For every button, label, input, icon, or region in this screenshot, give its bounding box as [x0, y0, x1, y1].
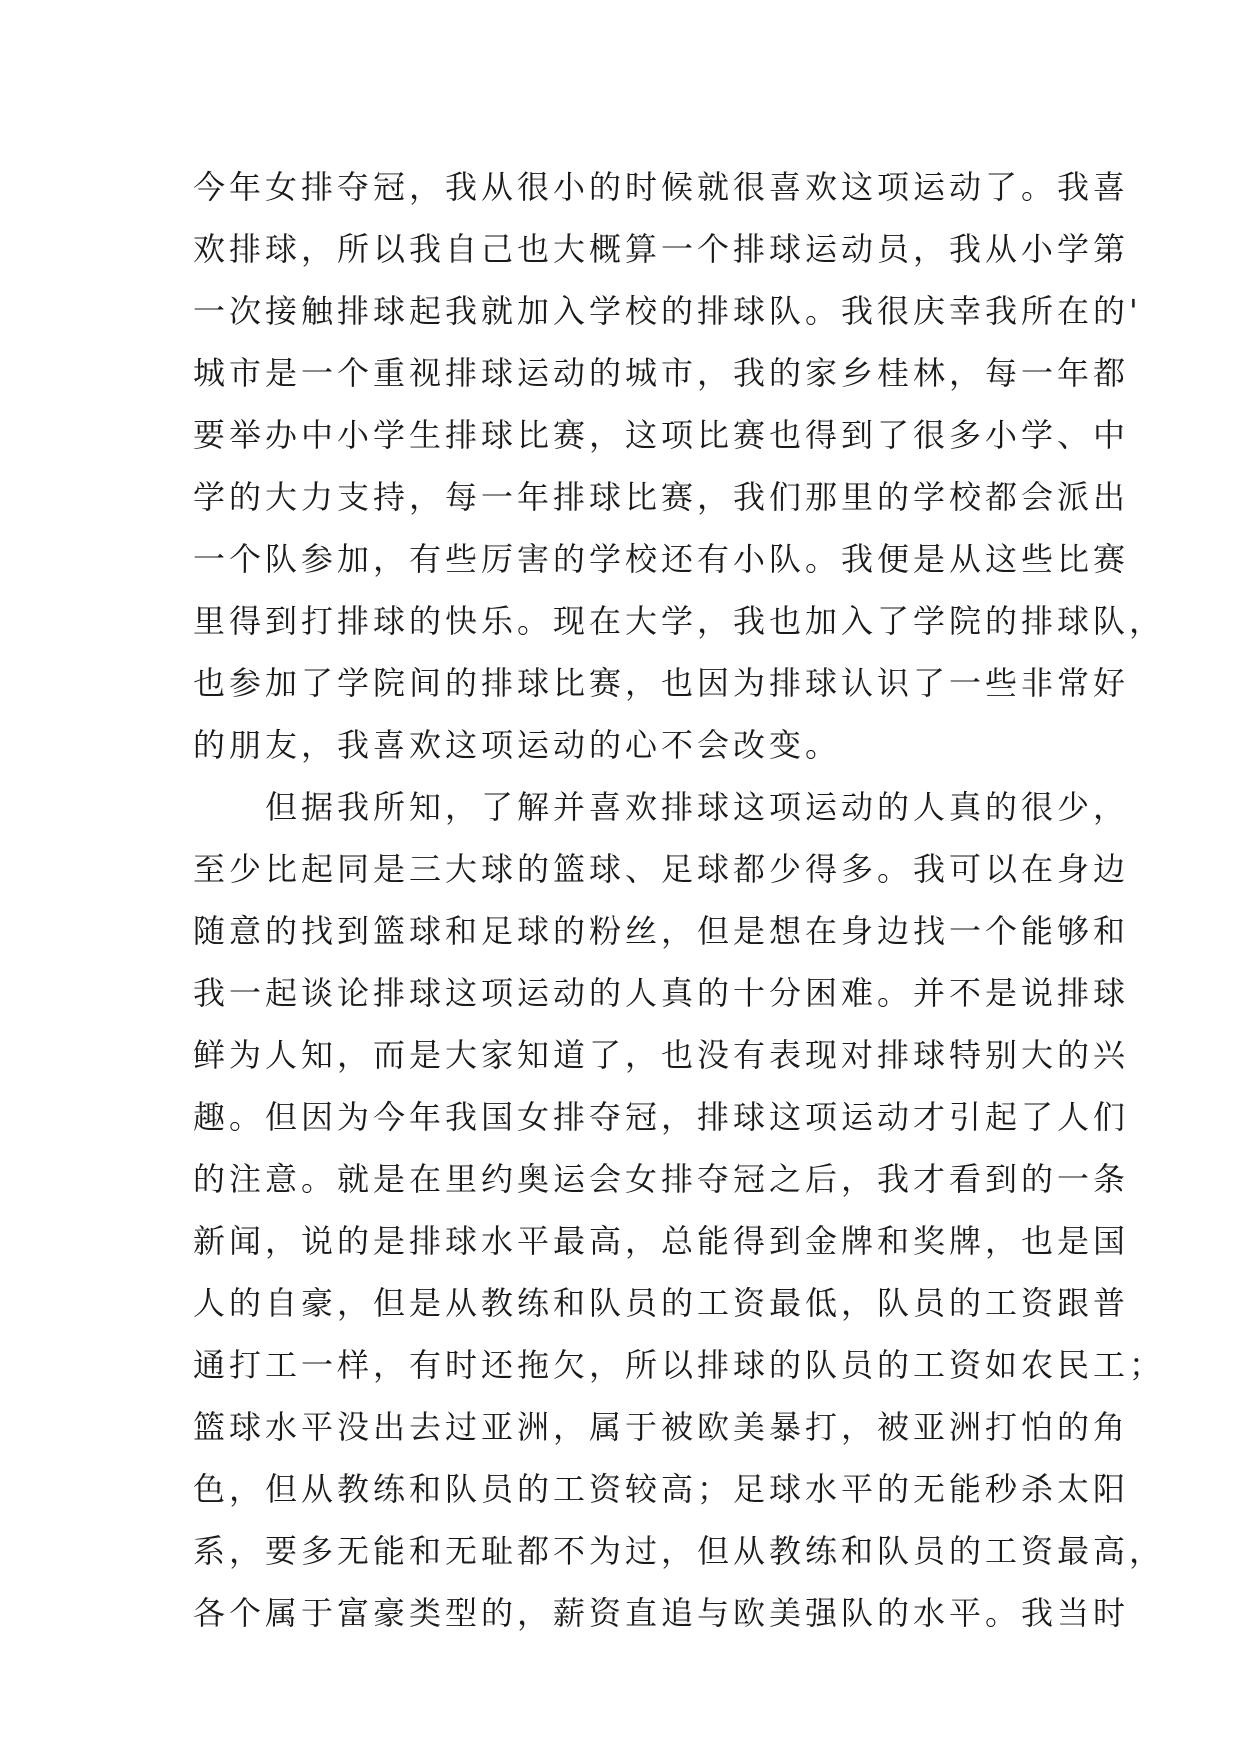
text-line: 各个属于富豪类型的，薪资直追与欧美强队的水平。我当时	[193, 1594, 1130, 1632]
text-line: 至少比起同是三大球的篮球、足球都少得多。我可以在身边	[193, 850, 1130, 888]
text-line: 我一起谈论排球这项运动的人真的十分困难。并不是说排球	[193, 974, 1130, 1012]
text-line: 欢排球，所以我自己也大概算一个排球运动员，我从小学第	[193, 230, 1130, 268]
text-line: 一个队参加，有些厉害的学校还有小队。我便是从这些比赛	[193, 540, 1130, 578]
text-line: 人的自豪，但是从教练和队员的工资最低，队员的工资跟普	[193, 1284, 1130, 1322]
text-line: 篮球水平没出去过亚洲，属于被欧美暴打，被亚洲打怕的角	[193, 1408, 1130, 1446]
text-line: 随意的找到篮球和足球的粉丝，但是想在身边找一个能够和	[193, 912, 1130, 950]
text-line: 一次接触排球起我就加入学校的排球队。我很庆幸我所在的'	[193, 292, 1142, 330]
text-line: 色，但从教练和队员的工资较高；足球水平的无能秒杀太阳	[193, 1470, 1130, 1508]
text-line: 趣。但因为今年我国女排夺冠，排球这项运动才引起了人们	[193, 1098, 1130, 1136]
text-line: 里得到打排球的快乐。现在大学，我也加入了学院的排球队，	[193, 602, 1166, 640]
document-body	[193, 156, 1166, 1644]
text-line: 的朋友，我喜欢这项运动的心不会改变。	[193, 726, 842, 764]
text-line: 但据我所知，了解并喜欢排球这项运动的人真的很少，	[193, 788, 1130, 826]
text-line: 城市是一个重视排球运动的城市，我的家乡桂林，每一年都	[193, 354, 1130, 392]
text-line: 的注意。就是在里约奥运会女排夺冠之后，我才看到的一条	[193, 1160, 1130, 1198]
text-line: 通打工一样，有时还拖欠，所以排球的队员的工资如农民工；	[193, 1346, 1166, 1384]
text-line: 鲜为人知，而是大家知道了，也没有表现对排球特别大的兴	[193, 1036, 1130, 1074]
text-line: 也参加了学院间的排球比赛，也因为排球认识了一些非常好	[193, 664, 1130, 702]
text-line: 要举办中小学生排球比赛，这项比赛也得到了很多小学、中	[193, 416, 1130, 454]
text-line: 学的大力支持，每一年排球比赛，我们那里的学校都会派出	[193, 478, 1130, 516]
text-line: 新闻，说的是排球水平最高，总能得到金牌和奖牌，也是国	[193, 1222, 1130, 1260]
text-line: 系，要多无能和无耻都不为过，但从教练和队员的工资最高，	[193, 1532, 1166, 1570]
text-line: 今年女排夺冠，我从很小的时候就很喜欢这项运动了。我喜	[193, 168, 1130, 206]
